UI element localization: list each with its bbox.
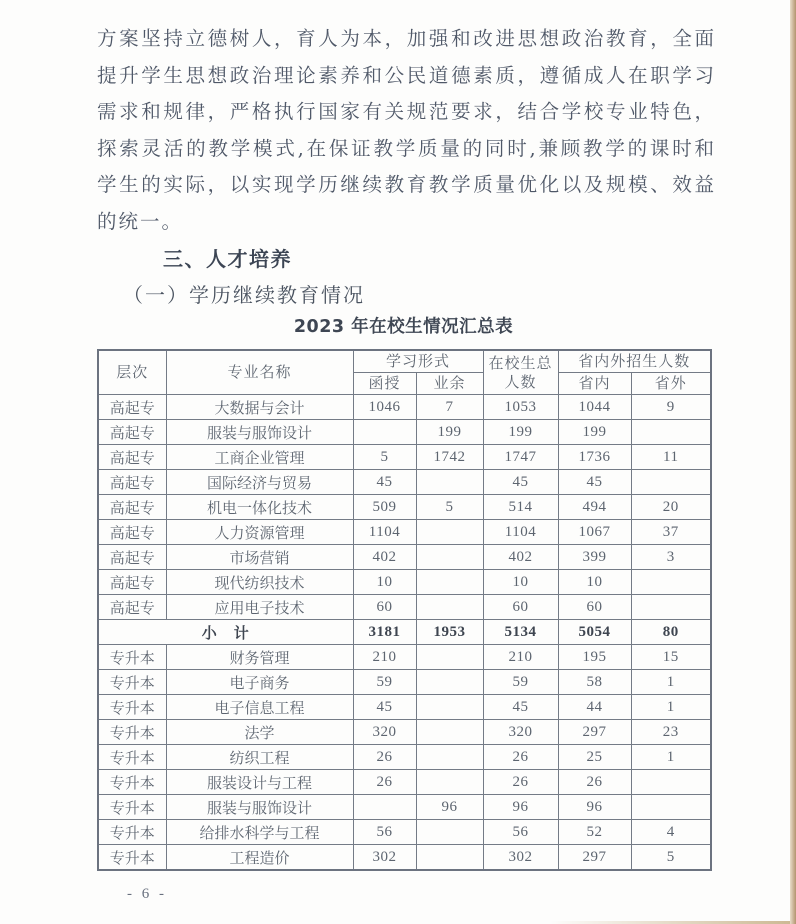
table-cell: 26 bbox=[483, 770, 558, 795]
table-cell: 现代纺织技术 bbox=[166, 570, 353, 595]
table-cell: 45 bbox=[483, 695, 558, 720]
table-cell: 应用电子技术 bbox=[166, 595, 353, 620]
table-cell: 4 bbox=[631, 820, 711, 845]
header-major: 专业名称 bbox=[166, 350, 353, 395]
table-cell: 210 bbox=[483, 645, 558, 670]
table-cell: 45 bbox=[353, 695, 416, 720]
table-row bbox=[98, 395, 711, 420]
table-cell: 10 bbox=[558, 570, 631, 595]
header-outside: 省外 bbox=[631, 373, 711, 395]
table-cell: 3 bbox=[631, 545, 711, 570]
table-cell: 专升本 bbox=[98, 670, 166, 695]
table-cell: 1953 bbox=[416, 620, 483, 645]
table-cell: 199 bbox=[558, 420, 631, 445]
table-cell: 市场营销 bbox=[166, 545, 353, 570]
table-cell: 52 bbox=[558, 820, 631, 845]
enrollment-summary-table bbox=[97, 349, 712, 871]
table-cell: 45 bbox=[483, 470, 558, 495]
table-cell: 高起专 bbox=[98, 420, 166, 445]
table-cell: 59 bbox=[353, 670, 416, 695]
table-cell: 给排水科学与工程 bbox=[166, 820, 353, 845]
table-cell: 高起专 bbox=[98, 545, 166, 570]
table-cell: 26 bbox=[483, 745, 558, 770]
table-cell: 国际经济与贸易 bbox=[166, 470, 353, 495]
table-row bbox=[98, 520, 711, 545]
table-cell: 10 bbox=[483, 570, 558, 595]
table-cell: 60 bbox=[558, 595, 631, 620]
table-cell: 1046 bbox=[353, 395, 416, 420]
table-cell: 25 bbox=[558, 745, 631, 770]
table-cell: 494 bbox=[558, 495, 631, 520]
table-cell: 195 bbox=[558, 645, 631, 670]
table-body bbox=[98, 395, 711, 871]
table-cell: 26 bbox=[353, 770, 416, 795]
table-cell: 5 bbox=[631, 845, 711, 871]
table-cell: 1104 bbox=[353, 520, 416, 545]
table-row bbox=[98, 745, 711, 770]
page-number: - 6 - bbox=[127, 886, 167, 902]
table-cell: 96 bbox=[416, 795, 483, 820]
table-cell bbox=[631, 770, 711, 795]
table-cell: 3181 bbox=[353, 620, 416, 645]
table-cell: 专升本 bbox=[98, 720, 166, 745]
table-cell: 1747 bbox=[483, 445, 558, 470]
table-cell: 1736 bbox=[558, 445, 631, 470]
table-cell: 专升本 bbox=[98, 820, 166, 845]
table-cell: 96 bbox=[483, 795, 558, 820]
table-cell: 320 bbox=[483, 720, 558, 745]
table-cell bbox=[631, 470, 711, 495]
table-cell: 高起专 bbox=[98, 445, 166, 470]
header-inside: 省内 bbox=[558, 373, 631, 395]
table-cell: 210 bbox=[353, 645, 416, 670]
table-cell: 1 bbox=[631, 670, 711, 695]
table-cell: 专升本 bbox=[98, 745, 166, 770]
table-cell: 5134 bbox=[483, 620, 558, 645]
table-cell: 法学 bbox=[166, 720, 353, 745]
table-cell: 37 bbox=[631, 520, 711, 545]
table-cell: 1053 bbox=[483, 395, 558, 420]
table-row bbox=[98, 470, 711, 495]
paragraph-line: 的统一。 bbox=[97, 209, 184, 233]
table-cell: 高起专 bbox=[98, 395, 166, 420]
header-hanshou: 函授 bbox=[353, 373, 416, 395]
scan-edge-right bbox=[790, 0, 796, 924]
table-cell: 工程造价 bbox=[166, 845, 353, 871]
table-cell: 1 bbox=[631, 695, 711, 720]
table-cell: 工商企业管理 bbox=[166, 445, 353, 470]
table-cell bbox=[416, 645, 483, 670]
table-cell: 15 bbox=[631, 645, 711, 670]
header-total-line2: 人数 bbox=[504, 372, 537, 391]
table-cell: 1067 bbox=[558, 520, 631, 545]
table-row bbox=[98, 695, 711, 720]
table-cell: 45 bbox=[353, 470, 416, 495]
table-cell: 1104 bbox=[483, 520, 558, 545]
table-cell: 56 bbox=[483, 820, 558, 845]
section-heading: 三、人才培养 bbox=[163, 247, 292, 271]
table-cell bbox=[416, 520, 483, 545]
table-cell: 1742 bbox=[416, 445, 483, 470]
table-cell: 59 bbox=[483, 670, 558, 695]
table-cell: 399 bbox=[558, 545, 631, 570]
header-study-form: 学习形式 bbox=[353, 350, 483, 373]
table-cell: 56 bbox=[353, 820, 416, 845]
paragraph-line: 需求和规律，严格执行国家有关规范要求，结合学校专业特色， bbox=[97, 100, 714, 123]
table-cell: 服装设计与工程 bbox=[166, 770, 353, 795]
table-cell: 电子信息工程 bbox=[166, 695, 353, 720]
table-cell: 小 计 bbox=[98, 620, 353, 645]
table-cell: 509 bbox=[353, 495, 416, 520]
table-cell: 26 bbox=[353, 745, 416, 770]
paragraph-line: 探索灵活的教学模式,在保证教学质量的同时,兼顾教学的课时和 bbox=[97, 136, 714, 160]
table-cell: 1044 bbox=[558, 395, 631, 420]
table-cell: 45 bbox=[558, 470, 631, 495]
table-cell bbox=[416, 820, 483, 845]
table-cell bbox=[416, 470, 483, 495]
table-cell: 大数据与会计 bbox=[166, 395, 353, 420]
table-cell: 44 bbox=[558, 695, 631, 720]
table-cell bbox=[416, 695, 483, 720]
table-row bbox=[98, 570, 711, 595]
table-cell bbox=[416, 570, 483, 595]
table-cell: 电子商务 bbox=[166, 670, 353, 695]
table-cell bbox=[416, 545, 483, 570]
table-cell: 60 bbox=[353, 595, 416, 620]
table-row bbox=[98, 795, 711, 820]
table-cell: 5 bbox=[353, 445, 416, 470]
body-paragraph bbox=[97, 21, 714, 240]
table-cell: 5054 bbox=[558, 620, 631, 645]
table-cell bbox=[416, 770, 483, 795]
table-cell bbox=[353, 420, 416, 445]
table-cell: 高起专 bbox=[98, 495, 166, 520]
table-cell: 58 bbox=[558, 670, 631, 695]
table-cell: 80 bbox=[631, 620, 711, 645]
paragraph-line: 提升学生思想政治理论素养和公民道德素质，遵循成人在职学习 bbox=[97, 63, 714, 87]
table-cell: 402 bbox=[353, 545, 416, 570]
header-total-enrolled bbox=[483, 350, 558, 395]
table-cell: 20 bbox=[631, 495, 711, 520]
table-cell: 11 bbox=[631, 445, 711, 470]
table-cell: 302 bbox=[353, 845, 416, 871]
table-cell bbox=[416, 595, 483, 620]
table-cell: 7 bbox=[416, 395, 483, 420]
table-cell: 23 bbox=[631, 720, 711, 745]
table-cell: 专升本 bbox=[98, 695, 166, 720]
table-cell: 514 bbox=[483, 495, 558, 520]
table-row bbox=[98, 420, 711, 445]
table-cell bbox=[631, 420, 711, 445]
table-row bbox=[98, 770, 711, 795]
table-cell: 320 bbox=[353, 720, 416, 745]
table-cell bbox=[353, 795, 416, 820]
table-title: 2023 年在校生情况汇总表 bbox=[293, 317, 514, 337]
header-level: 层次 bbox=[98, 350, 166, 395]
table-row bbox=[98, 445, 711, 470]
table-cell: 199 bbox=[416, 420, 483, 445]
table-row bbox=[98, 495, 711, 520]
table-cell bbox=[416, 745, 483, 770]
header-yeyu: 业余 bbox=[416, 373, 483, 395]
table-header bbox=[98, 350, 711, 395]
table-cell: 9 bbox=[631, 395, 711, 420]
table-cell: 专升本 bbox=[98, 645, 166, 670]
header-recruit: 省内外招生人数 bbox=[558, 350, 711, 373]
table-cell bbox=[416, 670, 483, 695]
table-cell bbox=[631, 570, 711, 595]
table-cell: 财务管理 bbox=[166, 645, 353, 670]
table-cell: 高起专 bbox=[98, 595, 166, 620]
table-row bbox=[98, 670, 711, 695]
table-cell bbox=[416, 720, 483, 745]
table-cell: 1 bbox=[631, 745, 711, 770]
subtotal-row bbox=[98, 620, 711, 645]
table-cell bbox=[416, 845, 483, 871]
table-cell: 302 bbox=[483, 845, 558, 871]
paragraph-line: 方案坚持立德树人，育人为本，加强和改进思想政治教育，全面 bbox=[97, 27, 714, 50]
table-cell: 专升本 bbox=[98, 770, 166, 795]
table-row bbox=[98, 720, 711, 745]
table-cell: 96 bbox=[558, 795, 631, 820]
table-cell: 专升本 bbox=[98, 845, 166, 871]
table-cell: 60 bbox=[483, 595, 558, 620]
table-cell: 199 bbox=[483, 420, 558, 445]
table-cell: 高起专 bbox=[98, 570, 166, 595]
subsection-heading: （一）学历继续教育情况 bbox=[123, 283, 365, 307]
table-row bbox=[98, 595, 711, 620]
table-row bbox=[98, 645, 711, 670]
table-cell: 服装与服饰设计 bbox=[166, 420, 353, 445]
table-cell: 297 bbox=[558, 845, 631, 871]
table-cell: 297 bbox=[558, 720, 631, 745]
table-cell: 纺织工程 bbox=[166, 745, 353, 770]
table-cell: 10 bbox=[353, 570, 416, 595]
table-cell bbox=[631, 595, 711, 620]
table-cell: 高起专 bbox=[98, 520, 166, 545]
table-cell: 服装与服饰设计 bbox=[166, 795, 353, 820]
table-row bbox=[98, 845, 711, 871]
table-row bbox=[98, 545, 711, 570]
table-cell: 专升本 bbox=[98, 795, 166, 820]
table-cell: 26 bbox=[558, 770, 631, 795]
table-row bbox=[98, 820, 711, 845]
table-cell: 人力资源管理 bbox=[166, 520, 353, 545]
paragraph-line: 学生的实际，以实现学历继续教育教学质量优化以及规模、效益 bbox=[97, 173, 714, 196]
table-cell: 机电一体化技术 bbox=[166, 495, 353, 520]
table-cell: 5 bbox=[416, 495, 483, 520]
table-cell: 402 bbox=[483, 545, 558, 570]
header-total-line1: 在校生总 bbox=[488, 353, 553, 372]
table-cell bbox=[631, 795, 711, 820]
table-cell: 高起专 bbox=[98, 470, 166, 495]
